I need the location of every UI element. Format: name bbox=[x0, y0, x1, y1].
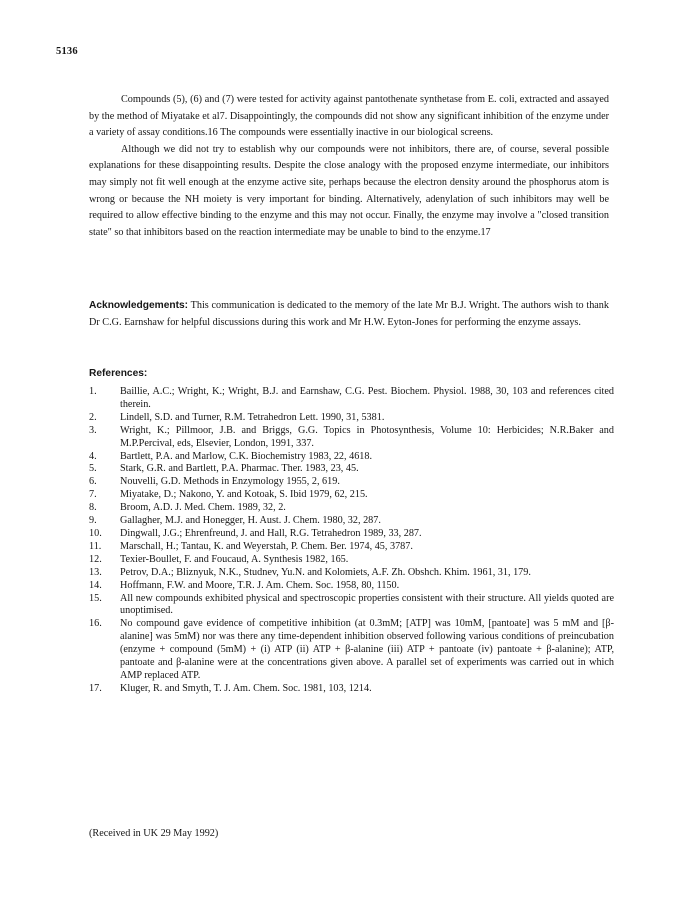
reference-item bbox=[89, 451, 614, 464]
references-heading: References: bbox=[89, 368, 148, 379]
reference-number: 6. bbox=[89, 476, 97, 488]
reference-text: Kluger, R. and Smyth, T. J. Am. Chem. Soc. 1981, 103, 1214. bbox=[120, 682, 372, 694]
reference-number: 5. bbox=[89, 463, 97, 475]
acknowledgements-heading: Acknowledgements: bbox=[89, 300, 189, 311]
reference-item bbox=[89, 476, 614, 489]
reference-text: Gallagher, M.J. and Honegger, H. Aust. J. Chem. 1980, 32, 287. bbox=[120, 515, 381, 527]
acknowledgements-text: This communication is dedicated to the memory of the late Mr B.J. Wright. The authors wish to thank Dr C.G. Earnshaw for helpful discussions during this work and Mr H.W. Eyton-Jones for performing the enzyme assays. bbox=[89, 300, 609, 328]
reference-item bbox=[89, 683, 614, 696]
references-list bbox=[89, 386, 614, 696]
reference-text: Marschall, H.; Tantau, K. and Weyerstah, P. Chem. Ber. 1974, 45, 3787. bbox=[120, 540, 413, 552]
acknowledgements bbox=[89, 298, 609, 331]
reference-item bbox=[89, 593, 614, 619]
body-text bbox=[89, 92, 609, 241]
reference-number: 16. bbox=[89, 618, 102, 630]
reference-text: Baillie, A.C.; Wright, K.; Wright, B.J. and Earnshaw, C.G. Pest. Biochem. Physiol. 1988, 30, 103 and references cited therein. bbox=[120, 386, 614, 410]
reference-number: 17. bbox=[89, 682, 102, 694]
paragraph-results: Compounds (5), (6) and (7) were tested for activity against pantothenate synthetase from E. coli, extracted and assayed by the method of Miyatake et al7. Disappointingly, the compounds did not show any significant inhibition of the enzyme under a variety of assay conditions.16 The compounds were essentially inactive in our biological screens. bbox=[89, 94, 609, 139]
reference-text: Broom, A.D. J. Med. Chem. 1989, 32, 2. bbox=[120, 502, 286, 514]
page-number: 5136 bbox=[56, 46, 78, 57]
reference-number: 1. bbox=[89, 386, 97, 397]
reference-text: Bartlett, P.A. and Marlow, C.K. Biochemistry 1983, 22, 4618. bbox=[120, 450, 373, 462]
reference-text: No compound gave evidence of competitive inhibition (at 0.3mM; [ATP] was 10mM, [pantoate] was 5 mM and [β-alanine] was 5mM) nor was there any time-dependent inhibition observed following various conditions of preincubation (enzyme + compound (5mM) + (i) ATP (ii) ATP + β-alanine (iii) ATP + pantoate (iv) pantoate + β-alanine); ATP, pantoate and β-alanine were at the concentrations given above. A parallel set of experiments was carried out in which AMP replaced ATP. bbox=[120, 618, 614, 681]
reference-number: 2. bbox=[89, 411, 97, 423]
reference-number: 7. bbox=[89, 489, 97, 501]
reference-number: 12. bbox=[89, 553, 102, 565]
reference-text: Lindell, S.D. and Turner, R.M. Tetrahedron Lett. 1990, 31, 5381. bbox=[120, 411, 385, 423]
reference-number: 11. bbox=[89, 540, 102, 552]
reference-item bbox=[89, 386, 614, 412]
reference-item bbox=[89, 618, 614, 683]
reference-number: 4. bbox=[89, 450, 97, 462]
reference-item bbox=[89, 489, 614, 502]
reference-text: Wright, K.; Pillmoor, J.B. and Briggs, G.G. Topics in Photosynthesis, Volume 10: Herbicides; N.R.Baker and M.P.Percival, eds, Elsevier, London, 1991, 337. bbox=[120, 424, 614, 449]
reference-text: Dingwall, J.G.; Ehrenfreund, J. and Hall, R.G. Tetrahedron 1989, 33, 287. bbox=[120, 527, 422, 539]
reference-number: 3. bbox=[89, 424, 97, 436]
reference-item bbox=[89, 541, 614, 554]
reference-item bbox=[89, 554, 614, 567]
reference-text: Stark, G.R. and Bartlett, P.A. Pharmac. Ther. 1983, 23, 45. bbox=[120, 463, 359, 475]
reference-item bbox=[89, 515, 614, 528]
received-date: (Received in UK 29 May 1992) bbox=[89, 828, 219, 839]
reference-item bbox=[89, 502, 614, 515]
reference-text: Nouvelli, G.D. Methods in Enzymology 1955, 2, 619. bbox=[120, 476, 340, 488]
reference-text: Texier-Boullet, F. and Foucaud, A. Synthesis 1982, 165. bbox=[120, 553, 349, 565]
reference-number: 14. bbox=[89, 579, 102, 591]
reference-text: Petrov, D.A.; Bliznyuk, N.K., Studnev, Yu.N. and Kolomiets, A.F. Zh. Obshch. Khim. 1961, 31, 179. bbox=[120, 566, 531, 578]
reference-text: Hoffmann, F.W. and Moore, T.R. J. Am. Chem. Soc. 1958, 80, 1150. bbox=[120, 579, 400, 591]
reference-item bbox=[89, 567, 614, 580]
reference-number: 13. bbox=[89, 566, 102, 578]
reference-text: All new compounds exhibited physical and spectroscopic properties consistent with their structure. All yields quoted are unoptimised. bbox=[120, 592, 614, 617]
reference-item bbox=[89, 412, 614, 425]
reference-number: 9. bbox=[89, 515, 97, 527]
reference-item bbox=[89, 528, 614, 541]
reference-number: 10. bbox=[89, 527, 102, 539]
reference-number: 15. bbox=[89, 592, 102, 604]
reference-item bbox=[89, 425, 614, 451]
reference-item bbox=[89, 463, 614, 476]
reference-item bbox=[89, 580, 614, 593]
reference-text: Miyatake, D.; Nakono, Y. and Kotoak, S. Ibid 1979, 62, 215. bbox=[120, 489, 368, 501]
reference-number: 8. bbox=[89, 502, 97, 514]
paragraph-discussion: Although we did not try to establish why our compounds were not inhibitors, there are, of course, several possible explanations for these disappointing results. Despite the close analogy with the proposed enzyme intermediate, our inhibitors may simply not fit well enough at the enzyme active site, perhaps because the electron density around the phosphorus atom is wrong or because the NH moiety is very important for binding. Alternatively, adenylation of such inhibitors may well be required to allow effective binding to the enzyme and this may not occur. Finally, the enzyme may involve a "closed transition state" so that inhibitors based on the reaction intermediate may be unable to bind to the enzyme.17 bbox=[89, 143, 609, 238]
